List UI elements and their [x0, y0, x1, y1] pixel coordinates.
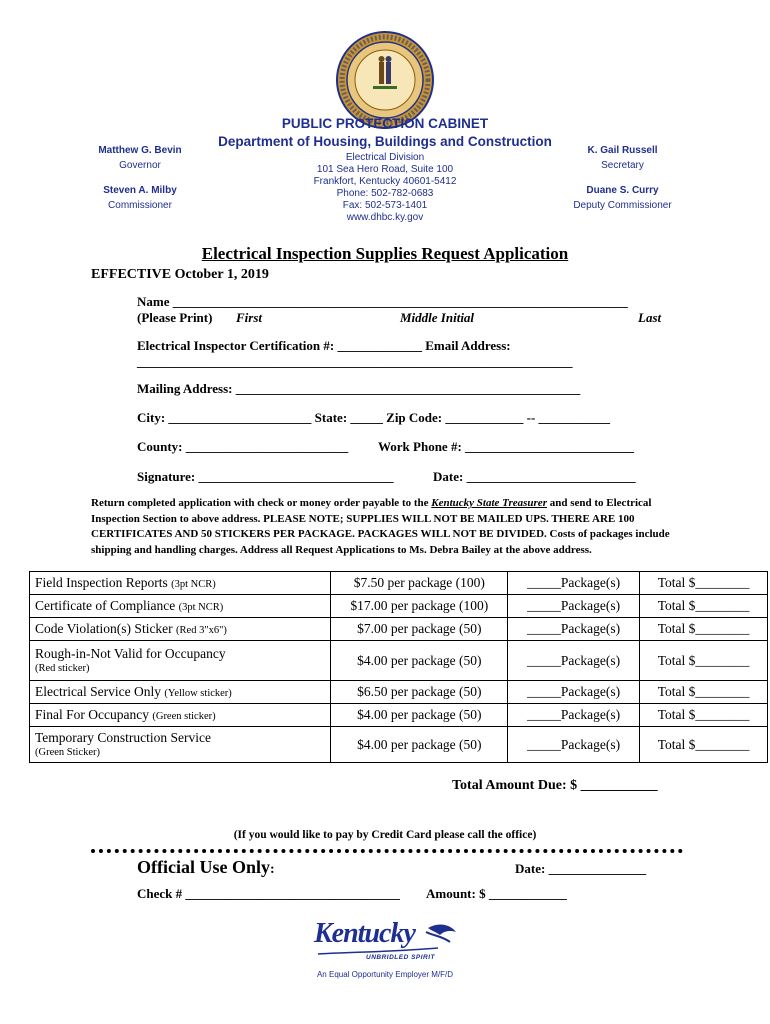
item-cell	[30, 727, 331, 763]
address-line-2: Frankfort, Kentucky 40601-5412	[313, 176, 457, 187]
item-cell	[30, 572, 331, 595]
deputy-name: Duane S. Curry	[586, 185, 659, 196]
table-row	[30, 727, 768, 763]
price-cell: $17.00 per package (100)	[331, 595, 508, 618]
price-cell: $4.00 per package (50)	[331, 704, 508, 727]
price-cell: $6.50 per package (50)	[331, 681, 508, 704]
department-title: Department of Housing, Buildings and Construction	[218, 134, 552, 149]
quantity-field[interactable]: _____Package(s)	[508, 727, 640, 763]
first-name-label: First	[236, 310, 263, 325]
work-phone-field[interactable]: Work Phone #: __________________________	[378, 439, 635, 454]
governor-name: Matthew G. Bevin	[98, 145, 182, 156]
table-row	[30, 704, 768, 727]
item-cell	[30, 681, 331, 704]
commissioner-title: Commissioner	[108, 200, 172, 211]
item-name: Field Inspection Reports	[35, 575, 168, 590]
table-row	[30, 641, 768, 681]
cabinet-title: PUBLIC PROTECTION CABINET	[281, 116, 489, 131]
item-cell	[30, 618, 331, 641]
secretary-name: K. Gail Russell	[587, 145, 658, 156]
instructions-text-post: and send to Electrical Inspection Section to above address. PLEASE NOTE; SUPPLIES WILL NOT BE MAILED UPS. THERE ARE 100 CERTIFICATES AND 50 STICKERS PER PACKAGE. PACKAGES WILL NOT BE DIVIDED. Costs of packages include shipping and handling charges. Address all Request Applications to Ms. Debra Bailey at the above address.	[91, 497, 670, 556]
item-note: (Green Sticker)	[35, 746, 101, 758]
governor-block	[80, 145, 200, 211]
equal-opportunity-text: An Equal Opportunity Employer M/F/D	[316, 970, 454, 979]
total-field[interactable]: Total $________	[640, 572, 768, 595]
middle-initial-label: Middle Initial	[400, 310, 475, 325]
website: www.dhbc.ky.gov	[346, 212, 424, 223]
total-field[interactable]: Total $________	[640, 704, 768, 727]
item-note: (Red 3"x6")	[176, 625, 227, 636]
kentucky-logo-text: Kentucky	[314, 918, 415, 949]
item-cell	[30, 595, 331, 618]
quantity-field[interactable]: _____Package(s)	[508, 704, 640, 727]
please-print-label: (Please Print)	[137, 310, 213, 325]
item-name: Temporary Construction Service	[35, 729, 212, 745]
name-field[interactable]: Name ______________________________________________________________________	[137, 294, 628, 309]
official-date-field[interactable]: Date: _______________	[515, 861, 647, 876]
price-cell: $4.00 per package (50)	[331, 727, 508, 763]
kentucky-seal-icon	[335, 30, 435, 130]
total-field[interactable]: Total $________	[640, 618, 768, 641]
governor-title: Governor	[119, 160, 161, 171]
divider	[91, 849, 683, 853]
form-title: Electrical Inspection Supplies Request Application	[201, 244, 569, 263]
last-name-label: Last	[638, 310, 662, 325]
price-cell: $7.00 per package (50)	[331, 618, 508, 641]
table-row	[30, 595, 768, 618]
instructions-paragraph	[91, 496, 691, 558]
payee-link: Kentucky State Treasurer	[431, 497, 547, 509]
date-field[interactable]: Date: __________________________	[433, 469, 636, 484]
table-row	[30, 618, 768, 641]
total-field[interactable]: Total $________	[640, 641, 768, 681]
instructions-text-pre: Return completed application with check or money order payable to the	[91, 497, 432, 509]
certification-field[interactable]: Electrical Inspector Certification #: _____________ Email Address:	[137, 338, 511, 353]
address-line-1: 101 Sea Hero Road, Suite 100	[316, 164, 454, 175]
item-note: (Yellow sticker)	[164, 688, 232, 699]
item-name: Certificate of Compliance	[35, 598, 176, 613]
quantity-field[interactable]: _____Package(s)	[508, 618, 640, 641]
total-field[interactable]: Total $________	[640, 681, 768, 704]
amount-field[interactable]: Amount: $ ____________	[426, 886, 567, 901]
unbridled-spirit-text: UNBRIDLED SPIRIT	[366, 954, 436, 961]
table-row	[30, 572, 768, 595]
item-name: Final For Occupancy	[35, 707, 149, 722]
official-use-label: Official Use Only	[137, 857, 270, 877]
item-note: (Green sticker)	[152, 711, 216, 722]
credit-card-note: (If you would like to pay by Credit Card please call the office)	[233, 829, 537, 841]
item-name: Electrical Service Only	[35, 684, 161, 699]
item-name: Rough-in-Not Valid for Occupancy	[35, 645, 226, 661]
price-cell: $4.00 per package (50)	[331, 641, 508, 681]
price-cell: $7.50 per package (100)	[331, 572, 508, 595]
official-use-title	[137, 857, 275, 878]
item-note: (3pt NCR)	[171, 579, 216, 590]
deputy-title: Deputy Commissioner	[573, 200, 672, 211]
quantity-field[interactable]: _____Package(s)	[508, 681, 640, 704]
total-field[interactable]: Total $________	[640, 727, 768, 763]
quantity-field[interactable]: _____Package(s)	[508, 595, 640, 618]
total-amount-due-field[interactable]: Total Amount Due: $ ___________	[452, 778, 658, 793]
mailing-address-field[interactable]: Mailing Address: _____________________________________________________	[137, 381, 581, 396]
phone-number: Phone: 502-782-0683	[336, 188, 434, 199]
official-use-colon: :	[270, 862, 275, 877]
county-field[interactable]: County: _________________________	[137, 439, 349, 454]
fax-number: Fax: 502-573-1401	[342, 200, 428, 211]
item-note: (3pt NCR)	[178, 602, 224, 613]
item-note: (Red sticker)	[35, 662, 90, 674]
table-row	[30, 681, 768, 704]
check-number-field[interactable]: Check # _________________________________	[137, 886, 400, 901]
quantity-field[interactable]: _____Package(s)	[508, 641, 640, 681]
secretary-title: Secretary	[601, 160, 644, 171]
total-field[interactable]: Total $________	[640, 595, 768, 618]
item-cell	[30, 704, 331, 727]
city-state-zip-field[interactable]: City: ______________________ State: _____ Zip Code: ____________ -- ___________	[137, 410, 611, 425]
item-name: Code Violation(s) Sticker	[35, 621, 173, 636]
kentucky-logo	[310, 918, 460, 966]
commissioner-name: Steven A. Milby	[103, 185, 177, 196]
email-field[interactable]: ___________________________________________________________________	[137, 354, 573, 369]
item-cell	[30, 641, 331, 681]
secretary-block	[560, 145, 685, 211]
division-name: Electrical Division	[345, 152, 425, 163]
signature-field[interactable]: Signature: ______________________________	[137, 469, 394, 484]
division-address	[285, 152, 485, 224]
effective-date: EFFECTIVE October 1, 2019	[91, 267, 269, 282]
quantity-field[interactable]: _____Package(s)	[508, 572, 640, 595]
fee-table	[29, 571, 768, 763]
